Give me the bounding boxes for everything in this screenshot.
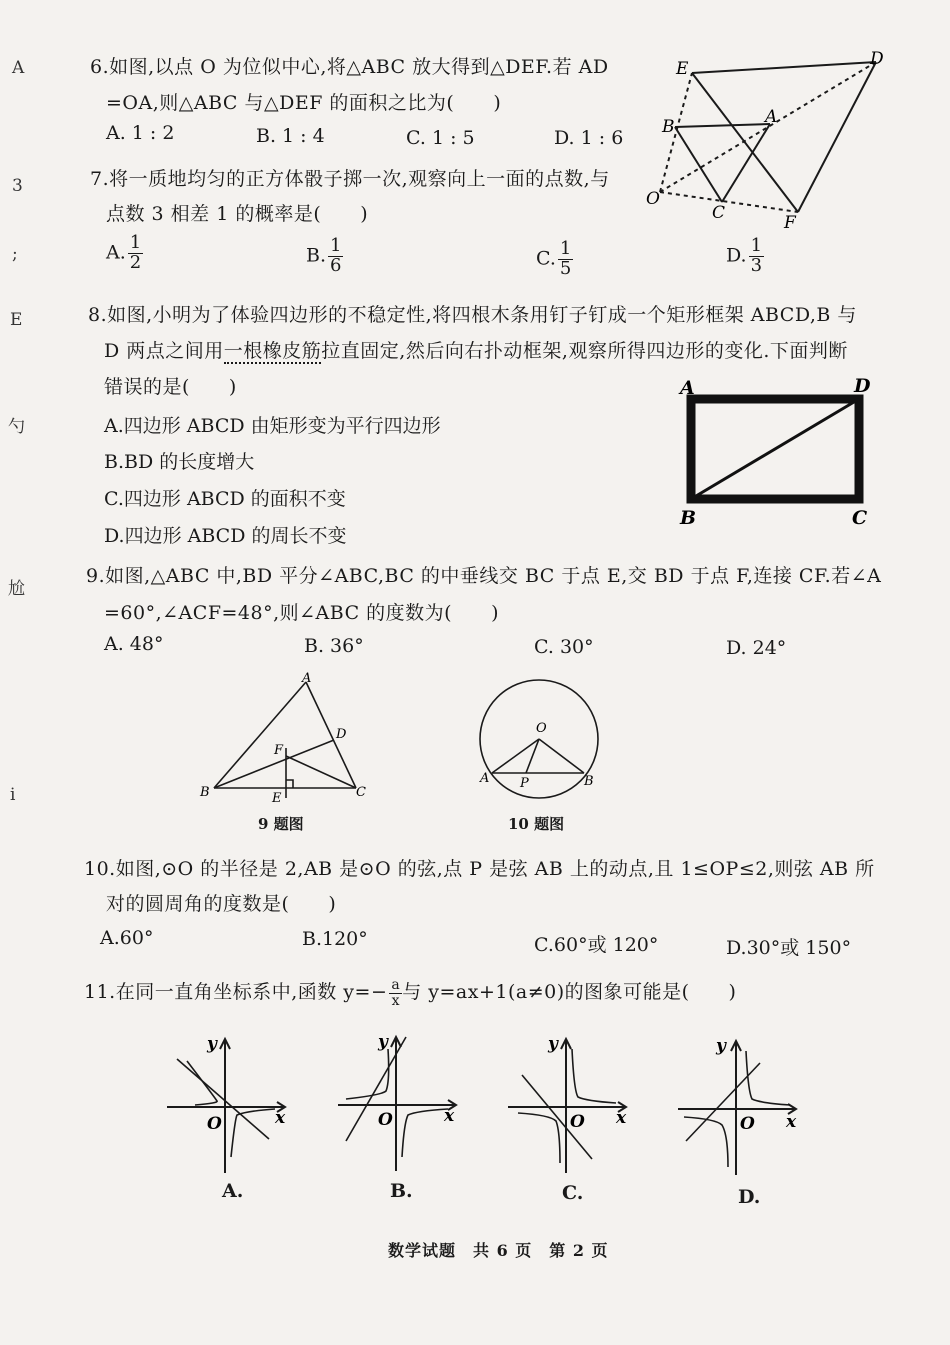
- edge-char: 尬: [8, 579, 25, 599]
- q10-caption: 10 题图: [508, 815, 565, 833]
- q6-line1: 6.如图,以点 O 为位似中心,将△ABC 放大得到△DEF.若 AD: [90, 56, 609, 78]
- q11-d-x: x: [786, 1112, 797, 1132]
- q11-label-b[interactable]: B.: [390, 1180, 413, 1202]
- q8-label-a: A: [680, 377, 695, 399]
- q7-option-a[interactable]: A. $\frac{1}{2}$: [106, 232, 142, 273]
- q6-figure: [640, 42, 900, 237]
- q11-c-y: y: [548, 1035, 558, 1054]
- q7-option-d[interactable]: D. $\frac{1}{3}$: [726, 235, 763, 276]
- q6-label-b: B: [662, 117, 675, 137]
- q8-figure: [672, 372, 882, 532]
- q10-label-b: B: [584, 774, 594, 789]
- q8-option-b[interactable]: B.BD 的长度增大: [104, 451, 255, 473]
- q9-label-c: C: [356, 785, 366, 800]
- q9-label-b: B: [200, 785, 210, 800]
- q11-graph-d: [676, 1037, 806, 1177]
- q10-label-p: P: [520, 776, 529, 791]
- q9-label-d: D: [336, 727, 347, 742]
- q6-label-o: O: [646, 189, 660, 209]
- q11-c-o: O: [570, 1112, 585, 1132]
- q11-d-o: O: [740, 1114, 755, 1134]
- q11-b-x: x: [444, 1106, 455, 1126]
- q11-a-x: x: [275, 1108, 286, 1128]
- q11-graph-b: [336, 1033, 466, 1173]
- q9-option-c[interactable]: C. 30°: [534, 636, 594, 658]
- q6-label-a: A: [765, 107, 778, 127]
- q8-label-b: B: [680, 507, 697, 529]
- q11-graph-a: [165, 1035, 295, 1175]
- q9-line1: 9.如图,△ABC 中,BD 平分∠ABC,BC 的中垂线交 BC 于点 E,交 BD 于点 F,连接 CF.若∠A: [86, 565, 882, 587]
- edge-char: A: [12, 58, 25, 78]
- q11-label-c[interactable]: C.: [562, 1182, 584, 1204]
- q7-line2: 点数 3 相差 1 的概率是( ): [106, 203, 369, 225]
- q6-option-d[interactable]: D. 1 : 6: [554, 127, 624, 149]
- q8-label-c: C: [852, 507, 868, 529]
- q10-option-d[interactable]: D.30°或 150°: [726, 937, 852, 959]
- q9-label-f: F: [274, 743, 284, 758]
- q7-option-c[interactable]: C. $\frac{1}{5}$: [536, 238, 572, 279]
- q9-option-b[interactable]: B. 36°: [304, 635, 364, 657]
- q10-option-b[interactable]: B.120°: [302, 928, 368, 950]
- q11-b-o: O: [378, 1110, 393, 1130]
- q11-label-a[interactable]: A.: [222, 1180, 244, 1202]
- q6-option-a[interactable]: A. 1 : 2: [106, 122, 175, 144]
- q9-figure: [196, 670, 376, 810]
- edge-char: 勺: [8, 417, 25, 437]
- q11-label-d[interactable]: D.: [738, 1186, 761, 1208]
- q11-c-x: x: [616, 1108, 627, 1128]
- q8-line1: 8.如图,小明为了体验四边形的不稳定性,将四根木条用钉子钉成一个矩形框架 ABCD,B 与: [88, 304, 857, 326]
- q6-label-d: D: [870, 49, 884, 69]
- q11-stem: 11.在同一直角坐标系中,函数 y=− $\frac{a}{x}$ 与 y=ax+1(a≠0)的图象可能是( ): [84, 976, 737, 1009]
- edge-char: E: [10, 310, 23, 330]
- q11-graph-c: [506, 1035, 636, 1175]
- q6-label-e: E: [676, 59, 689, 79]
- q9-caption: 9 题图: [258, 815, 304, 833]
- q6-option-b[interactable]: B. 1 : 4: [256, 125, 325, 147]
- edge-char: i: [10, 785, 16, 805]
- q10-option-a[interactable]: A.60°: [100, 927, 154, 949]
- q9-option-d[interactable]: D. 24°: [726, 637, 787, 659]
- q8-label-d: D: [854, 375, 871, 397]
- q11-d-y: y: [716, 1037, 726, 1056]
- q6-line2: =OA,则△ABC 与△DEF 的面积之比为( ): [106, 92, 502, 114]
- q11-a-y: y: [207, 1035, 217, 1054]
- q9-label-a: A: [302, 671, 312, 686]
- q7-line1: 7.将一质地均匀的正方体骰子掷一次,观察向上一面的点数,与: [90, 168, 610, 190]
- q6-label-c: C: [712, 203, 726, 223]
- q8-line2: D 两点之间用一根橡皮筋拉直固定,然后向右扑动框架,观察所得四边形的变化.下面判断: [104, 340, 848, 362]
- q10-figure: [470, 670, 610, 810]
- q8-option-d[interactable]: D.四边形 ABCD 的周长不变: [104, 525, 347, 547]
- q9-option-a[interactable]: A. 48°: [104, 633, 164, 655]
- q8-line3: 错误的是( ): [104, 376, 237, 398]
- q11-b-y: y: [378, 1033, 388, 1052]
- q8-emphasis: 一根橡皮筋: [223, 340, 322, 362]
- q6-option-c[interactable]: C. 1 : 5: [406, 127, 475, 149]
- q10-line1: 10.如图,⊙O 的半径是 2,AB 是⊙O 的弦,点 P 是弦 AB 上的动点,且 1≤OP≤2,则弦 AB 所: [84, 858, 875, 880]
- q10-line2: 对的圆周角的度数是( ): [106, 893, 337, 915]
- q9-label-e: E: [272, 791, 282, 806]
- q8-option-a[interactable]: A.四边形 ABCD 由矩形变为平行四边形: [104, 415, 441, 437]
- edge-char: ;: [12, 244, 18, 264]
- q10-option-c[interactable]: C.60°或 120°: [534, 934, 659, 956]
- q9-line2: =60°,∠ACF=48°,则∠ABC 的度数为( ): [104, 602, 499, 624]
- q11-a-o: O: [207, 1114, 222, 1134]
- q7-option-b[interactable]: B. $\frac{1}{6}$: [306, 235, 342, 276]
- q6-label-f: F: [784, 213, 796, 233]
- q8-option-c[interactable]: C.四边形 ABCD 的面积不变: [104, 488, 346, 510]
- edge-char: 3: [12, 176, 23, 196]
- q10-label-o: O: [536, 721, 547, 736]
- page-footer: 数学试题 共 6 页 第 2 页: [388, 1241, 609, 1260]
- q10-label-a: A: [480, 771, 490, 786]
